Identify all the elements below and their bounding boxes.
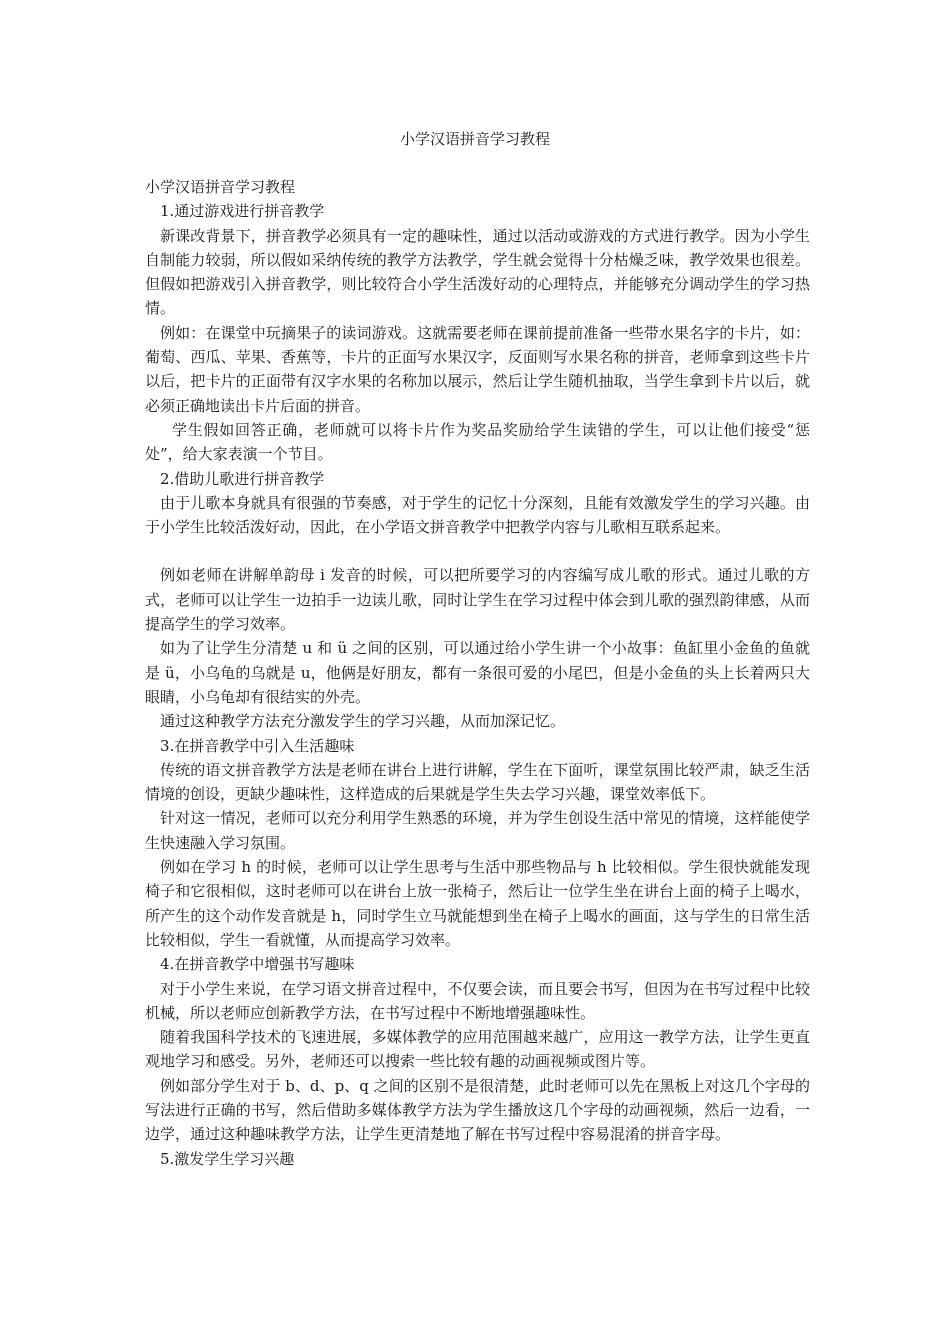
paragraph: 传统的语文拼音教学方法是老师在讲台上进行讲解，学生在下面听，课堂氛围比较严肃，缺乏生活情境的创设，更缺少趣味性，这样造成的后果就是学生失去学习兴趣，课堂效率低下。 <box>145 760 810 804</box>
document-body <box>145 175 810 1171</box>
paragraph: 学生假如回答正确，老师就可以将卡片作为奖品奖励给学生读错的学生，可以让他们接受“惩处”，给大家表演一个节目。 <box>145 420 810 464</box>
paragraph: 例如老师在讲解单韵母 i 发音的时候，可以把所要学习的内容编写成儿歌的形式。通过儿歌的方式，老师可以让学生一边拍手一边读儿歌，同时让学生在学习过程中体会到儿歌的强烈韵律感，从而提高学生的学习效率。 <box>145 566 810 634</box>
paragraph: 例如部分学生对于 b、d、p、q 之间的区别不是很清楚，此时老师可以先在黑板上对这几个字母的写法进行正确的书写，然后借助多媒体教学方法为学生播放这几个字母的动画视频，然后一边看，一边学，通过这种趣味教学方法，让学生更清楚地了解在书写过程中容易混淆的拼音字母。 <box>145 1076 810 1144</box>
section-heading-2: 2.借助儿歌进行拼音教学 <box>160 469 325 488</box>
section-heading-3: 3.在拼音教学中引入生活趣味 <box>160 736 355 755</box>
paragraph: 通过这种教学方法充分激发学生的学习兴趣，从而加深记忆。 <box>160 712 566 731</box>
section-heading-5: 5.激发学生学习兴趣 <box>160 1149 295 1168</box>
document-title: 小学汉语拼音学习教程 <box>399 130 550 148</box>
paragraph: 由于儿歌本身就具有很强的节奏感，对于学生的记忆十分深刻，且能有效激发学生的学习兴趣。由于小学生比较活泼好动，因此，在小学语文拼音教学中把教学内容与儿歌相互联系起来。 <box>145 493 810 537</box>
paragraph: 新课改背景下，拼音教学必须具有一定的趣味性，通过以活动或游戏的方式进行教学。因为小学生自制能力较弱，所以假如采纳传统的教学方法教学，学生就会觉得十分枯燥乏味，教学效果也很差。但假如把游戏引入拼音教学，则比较符合小学生活泼好动的心理特点，并能够充分调动学生的学习热情。 <box>145 226 810 318</box>
paragraph: 例如：在课堂中玩摘果子的读词游戏。这就需要老师在课前提前准备一些带水果名字的卡片，如：葡萄、西瓜、苹果、香蕉等，卡片的正面写水果汉字，反面则写水果名称的拼音，老师拿到这些卡片以后，把卡片的正面带有汉字水果的名称加以展示，然后让学生随机抽取，当学生拿到卡片以后，就必须正确地读出卡片后面的拼音。 <box>145 323 810 415</box>
paragraph: 例如在学习 h 的时候，老师可以让学生思考与生活中那些物品与 h 比较相似。学生很快就能发现椅子和它很相似，这时老师可以在讲台上放一张椅子，然后让一位学生坐在讲台上面的椅子上喝水，所产生的这个动作发音就是 h，同时学生立马就能想到坐在椅子上喝水的画面，这与学生的日常生活比较相似，学生一看就懂，从而提高学习效率。 <box>145 858 810 949</box>
paragraph: 对于小学生来说，在学习语文拼音过程中，不仅要会读，而且要会书写，但因为在书写过程中比较机械，所以老师应创新教学方法，在书写过程中不断地增强趣味性。 <box>145 979 810 1022</box>
paragraph: 针对这一情况，老师可以充分利用学生熟悉的环境，并为学生创设生活中常见的情境，这样能使学生快速融入学习氛围。 <box>145 809 810 852</box>
paragraph: 如为了让学生分清楚 u 和 ü 之间的区别，可以通过给小学生讲一个小故事：鱼缸里小金鱼的鱼就是 ü，小乌龟的乌就是 u，他俩是好朋友，都有一条很可爱的小尾巴，但是小金鱼的头上长着两只大眼睛，小乌龟却有很结实的外壳。 <box>145 639 810 706</box>
section-heading-4: 4.在拼音教学中增强书写趣味 <box>160 955 355 974</box>
blank-line <box>145 539 810 563</box>
body-heading: 小学汉语拼音学习教程 <box>145 178 296 196</box>
section-heading-1: 1.通过游戏进行拼音教学 <box>160 202 325 221</box>
paragraph: 随着我国科学技术的飞速进展，多媒体教学的应用范围越来越广，应用这一教学方法，让学生更直观地学习和感受。另外，老师还可以搜索一些比较有趣的动画视频或图片等。 <box>145 1028 810 1071</box>
